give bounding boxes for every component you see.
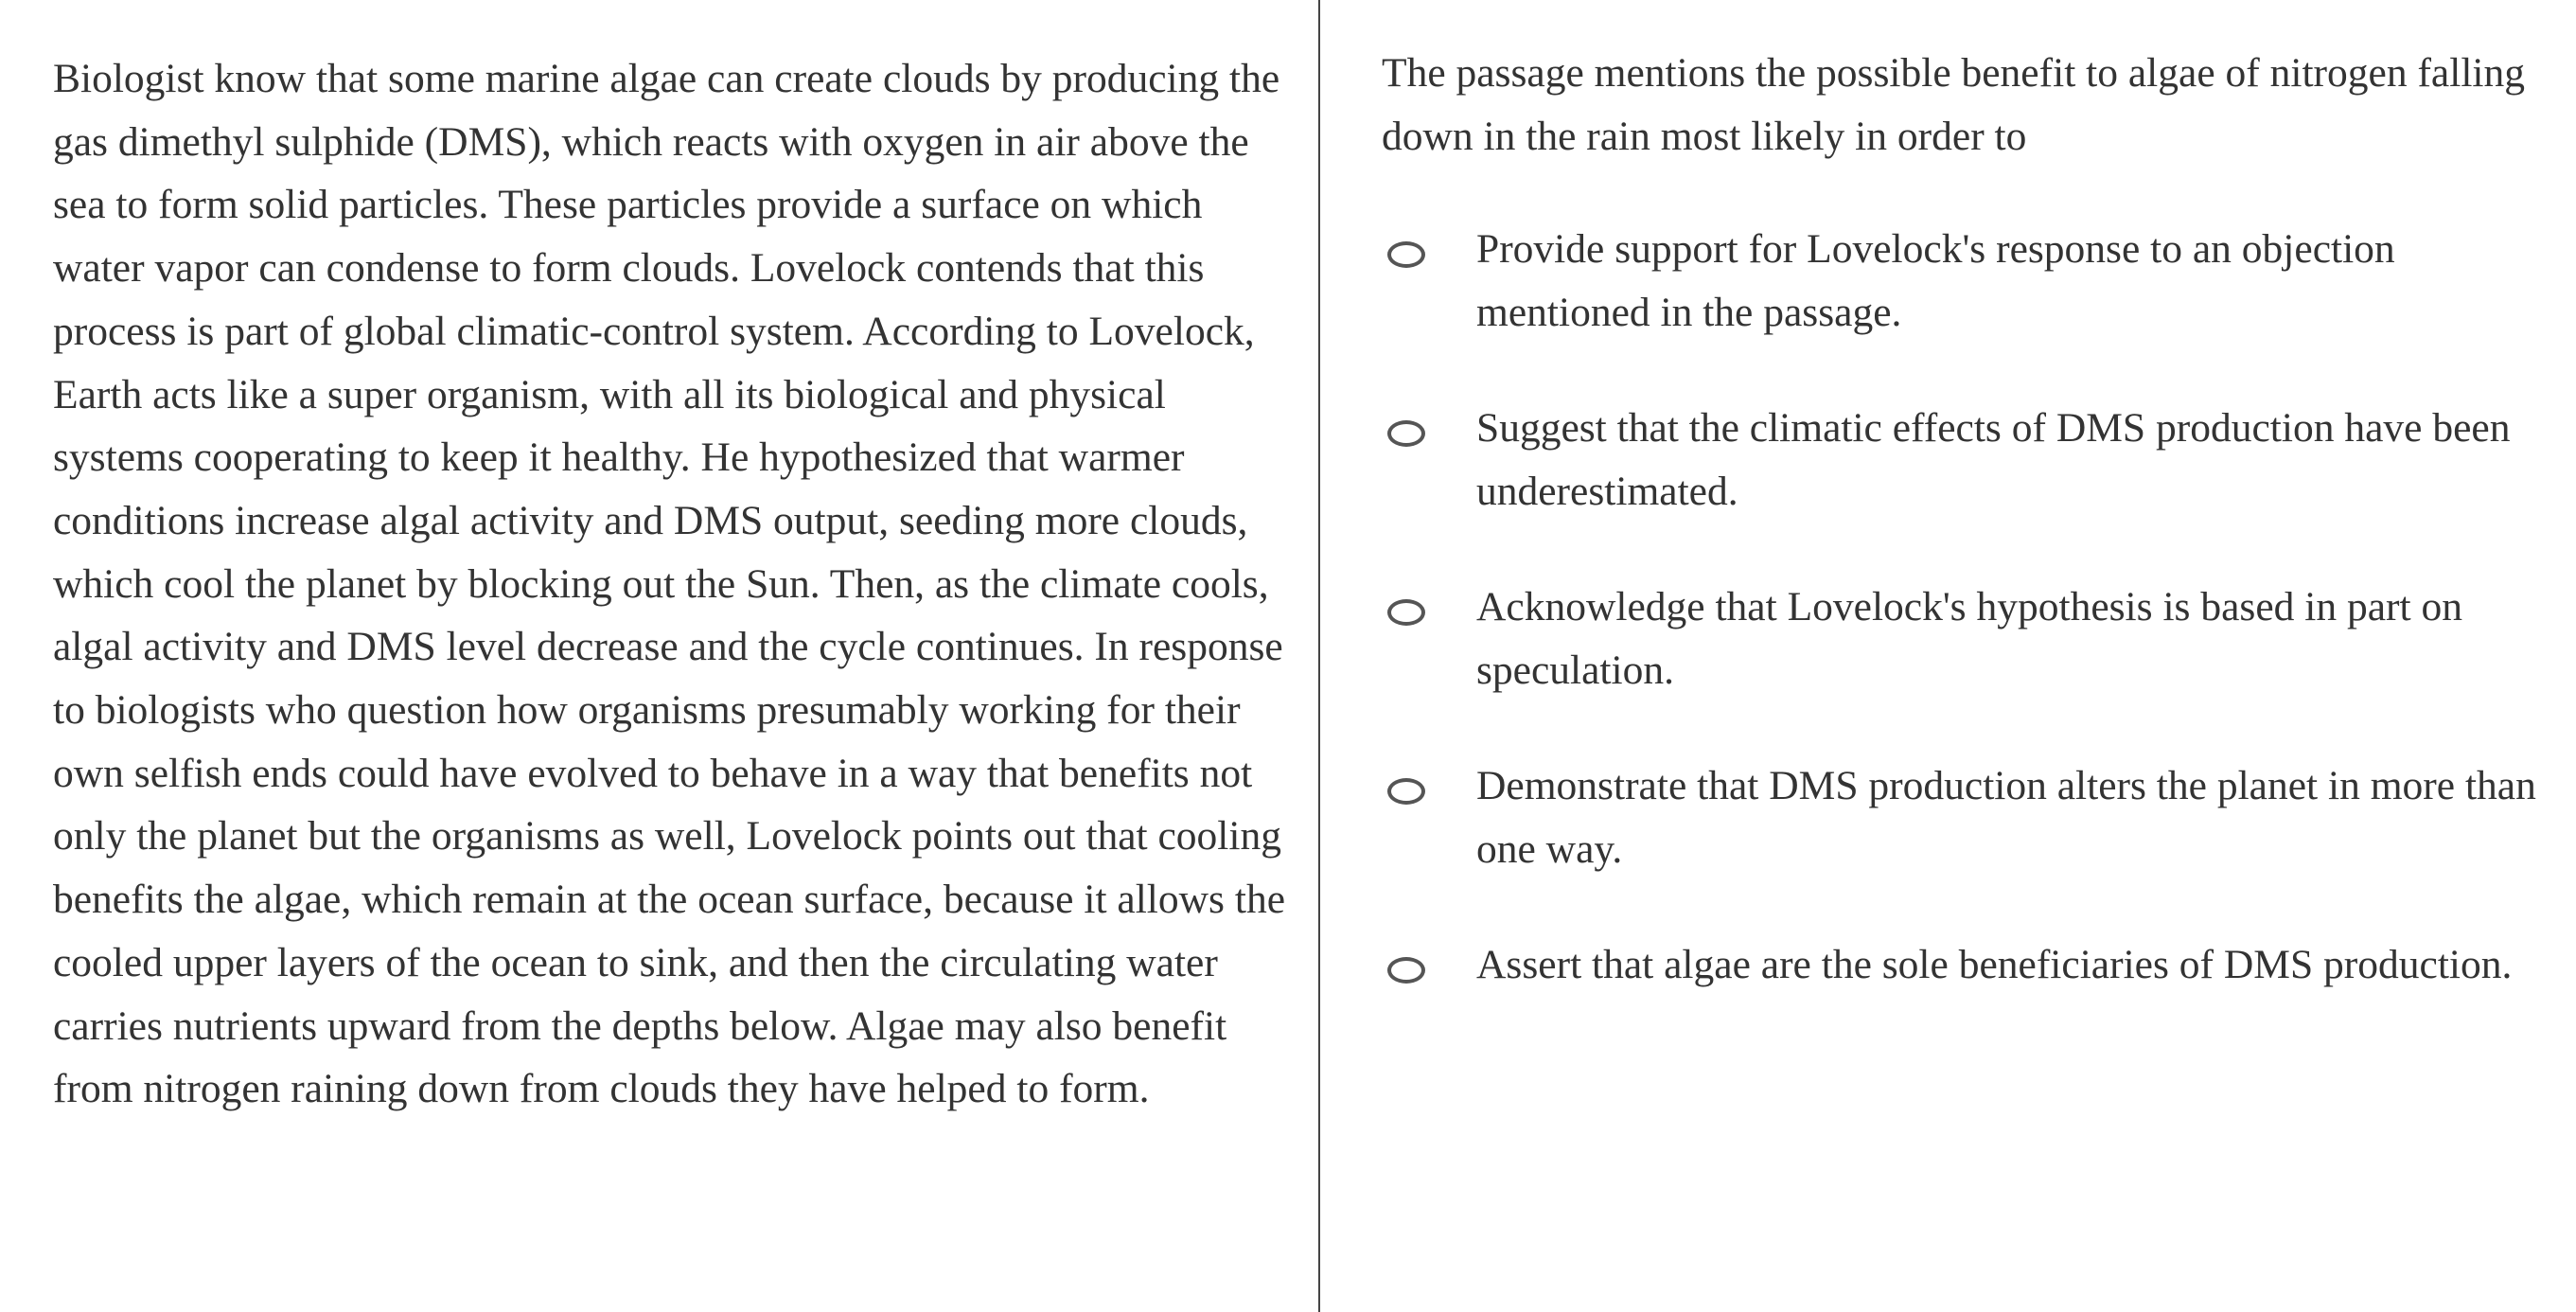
answer-option-label[interactable]: Acknowledge that Lovelock's hypothesis is based in part on speculation.: [1476, 584, 2462, 693]
radio-button-icon[interactable]: [1387, 599, 1425, 626]
answer-option-label[interactable]: Demonstrate that DMS production alters the planet in more than one way.: [1476, 763, 2536, 872]
answer-option-a[interactable]: [1382, 218, 2546, 397]
answer-options: [1382, 218, 2546, 1112]
answer-option-label[interactable]: Provide support for Lovelock's response to an objection mentioned in the passage.: [1476, 226, 2395, 335]
passage-text: Biologist know that some marine algae can create clouds by producing the gas dimethyl sulphide (DMS), which reacts with oxygen in air above the sea to form solid particles. These particles provide a surface on which water vapor can condense to form clouds. Lovelock contends that this process is part of global climatic-control system. According to Lovelock, Earth acts like a super organism, with all its biological and physical systems cooperating to keep it healthy. He hypothesized that warmer conditions increase algal activity and DMS output, seeding more clouds, which cool the planet by blocking out the Sun. Then, as the climate cools, algal activity and DMS level decrease and the cycle continues. In response to biologists who question how organisms presumably working for their own selfish ends could have evolved to behave in a way that benefits not only the planet but the organisms as well, Lovelock points out that cooling benefits the algae, which remain at the ocean surface, because it allows the cooled upper layers of the ocean to sink, and then the circulating water carries nutrients upward from the depths below. Algae may also benefit from nitrogen raining down from clouds they have helped to form.: [53, 56, 1286, 1112]
radio-button-icon[interactable]: [1387, 420, 1425, 447]
answer-option-label[interactable]: Assert that algae are the sole beneficiaries of DMS production.: [1476, 942, 2513, 987]
answer-option-c[interactable]: [1382, 576, 2546, 754]
radio-button-icon[interactable]: [1387, 241, 1425, 268]
pane-divider[interactable]: [1318, 0, 1320, 1312]
question-pane: [1382, 0, 2546, 1312]
radio-button-icon[interactable]: [1387, 957, 1425, 984]
answer-option-e[interactable]: [1382, 933, 2546, 1112]
radio-button-icon[interactable]: [1387, 778, 1425, 805]
answer-option-label[interactable]: Suggest that the climatic effects of DMS production have been underestimated.: [1476, 405, 2511, 514]
answer-option-d[interactable]: [1382, 754, 2546, 933]
answer-option-b[interactable]: [1382, 397, 2546, 576]
question-stem: The passage mentions the possible benefit to algae of nitrogen falling down in the rain most likely in order to: [1382, 50, 2525, 159]
